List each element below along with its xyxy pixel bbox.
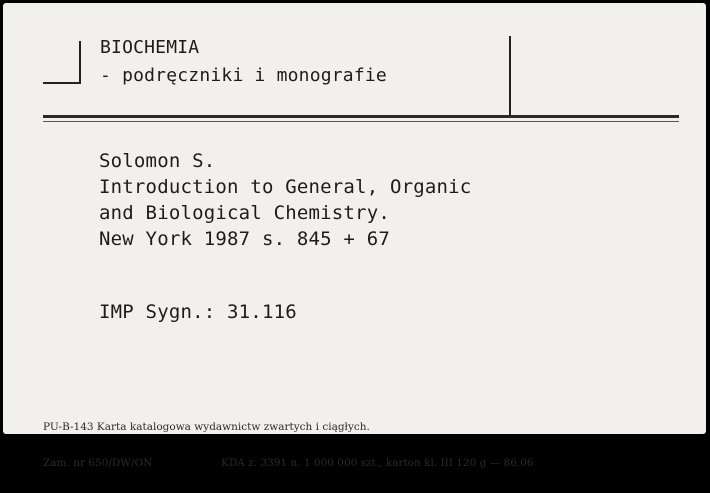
subject-block <box>100 34 387 90</box>
corner-mark-vertical <box>79 41 81 83</box>
corner-mark-horizontal <box>43 82 81 84</box>
title-line-1: Introduction to General, Organic <box>99 176 472 198</box>
call-number-line <box>99 299 297 325</box>
title-line-2: and Biological Chemistry. <box>99 202 390 224</box>
printed-footer <box>43 397 534 493</box>
catalog-card <box>3 3 706 469</box>
call-number: 31.116 <box>227 301 297 323</box>
imprint: New York 1987 s. 845 + 67 <box>99 228 390 250</box>
author: Solomon S. <box>99 150 216 172</box>
header-rule-thin <box>43 121 679 122</box>
call-number-label: IMP Sygn.: <box>99 301 216 323</box>
footer-order-number: Zam. nr 650/DW/ON <box>43 457 153 469</box>
footer-line-1: PU-B-143 Karta katalogowa wydawnictw zwartych i ciągłych. <box>43 421 370 433</box>
header-divider-vertical <box>509 36 511 116</box>
subject-heading: BIOCHEMIA <box>100 37 200 58</box>
footer-print-info: KDA z. 3391 n. 1 000 000 szt., karton kl. III 120 g — 86.06 <box>221 457 534 469</box>
header-rule-thick <box>43 115 679 118</box>
bibliographic-entry <box>99 148 471 252</box>
footer-line-2 <box>43 457 534 469</box>
subject-subheading: - podręczniki i monografie <box>100 65 387 86</box>
